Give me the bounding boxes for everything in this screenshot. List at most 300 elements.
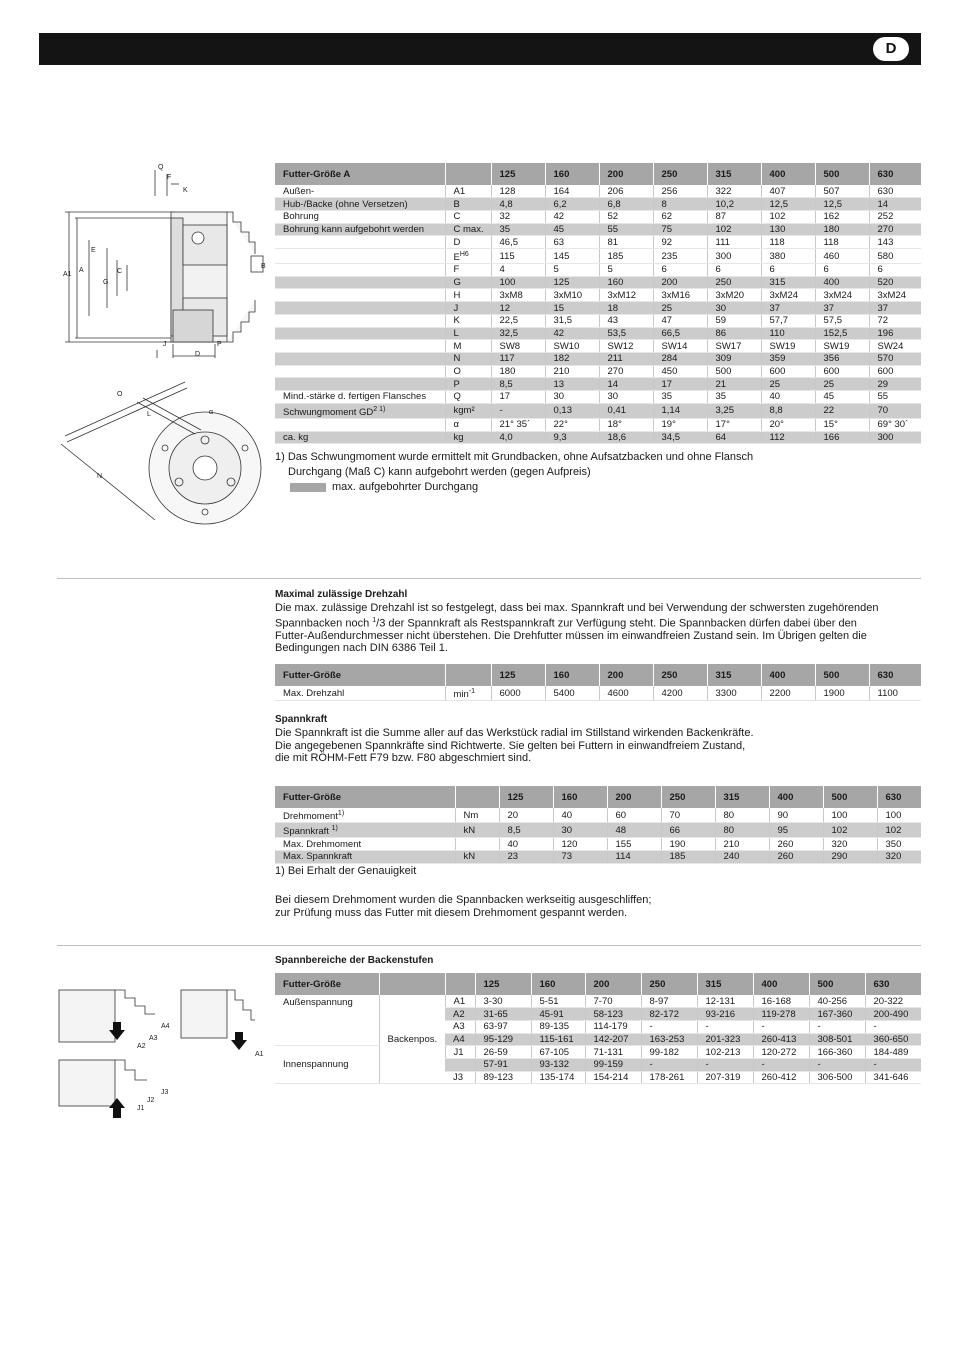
table-row bbox=[275, 327, 921, 340]
row-symbol: L bbox=[445, 327, 491, 340]
cell: 45 bbox=[545, 223, 599, 236]
cell: 306-500 bbox=[809, 1071, 865, 1084]
row-label bbox=[275, 236, 445, 249]
legend bbox=[290, 481, 478, 494]
cell: 95-129 bbox=[475, 1033, 531, 1046]
table-row bbox=[275, 1046, 921, 1059]
row-symbol: J bbox=[445, 302, 491, 315]
cell: 32 bbox=[491, 210, 545, 223]
cell: 450 bbox=[653, 365, 707, 378]
cell: 600 bbox=[761, 365, 815, 378]
cell: 57,5 bbox=[815, 314, 869, 327]
cell: 14 bbox=[599, 378, 653, 391]
cell: 250 bbox=[707, 276, 761, 289]
label-g: G bbox=[103, 279, 109, 286]
row-label: Max. Drehmoment bbox=[275, 838, 455, 851]
cell: 135-174 bbox=[531, 1071, 585, 1084]
cell: 119-278 bbox=[753, 1008, 809, 1021]
chuck-front-drawing bbox=[55, 370, 275, 535]
cell: 89-135 bbox=[531, 1020, 585, 1033]
cell: 5 bbox=[545, 264, 599, 277]
cell: - bbox=[641, 1058, 697, 1071]
cell: 18 bbox=[599, 302, 653, 315]
cell: 143 bbox=[869, 236, 921, 249]
spannkraft-table: Futter-Größe 125 160 200 250 315 400 500 630 Drehmoment$^{1)}$ Nm 20 40 60 70 80 90 100 100 Spannkraft $^{1)}$ kN 8,5 30 48 66 80 95 102 102 Max. Drehmoment 40 120 155 190 210 260 320 350 Max. Spannkraft kN 23 73 114 185 240 260 290 320 bbox=[275, 786, 921, 864]
cell: 252 bbox=[869, 210, 921, 223]
cell: 87 bbox=[707, 210, 761, 223]
row-label: Drehmoment$^{1)}$ bbox=[275, 808, 455, 823]
chuck-section-drawing bbox=[55, 160, 275, 365]
cell: 4,8 bbox=[491, 198, 545, 211]
row-symbol: O bbox=[445, 365, 491, 378]
drehzahl-text: Die max. zulässige Drehzahl ist so festgelegt, dass bei max. Spannkraft und bei Verwendung der schwersten zugehörenden Spannbacken noch $^1$/3 der Spannkraft als Restspannkraft zur Verfügung steht. Die Spannbacken dürfen dabei über den Futter-Außendurchmesser nicht überstehen. Die Drehfutter müssen im einwandfreien Zustand sein. Im Übrigen gelten die Bedingungen nach DIN 6386 Teil 1. bbox=[275, 602, 879, 655]
cell: 256 bbox=[653, 185, 707, 198]
row-label: Außen- bbox=[275, 185, 445, 198]
table-row bbox=[275, 340, 921, 353]
cell: 322 bbox=[707, 185, 761, 198]
row-unit: Nm bbox=[455, 808, 499, 823]
cell: 15 bbox=[545, 302, 599, 315]
cell: 290 bbox=[823, 851, 877, 864]
spannkraft-note: Bei diesem Drehmoment wurden die Spannbacken werkseitig ausgeschliffen; zur Prüfung muss das Futter mit diesem Drehmoment gespannt werden. bbox=[275, 894, 652, 919]
row-symbol: A1 bbox=[445, 185, 491, 198]
table-row bbox=[275, 431, 921, 444]
cell: 31-65 bbox=[475, 1008, 531, 1021]
cell: SW19 bbox=[761, 340, 815, 353]
row-unit bbox=[455, 838, 499, 851]
table-row bbox=[275, 210, 921, 223]
row-symbol: P bbox=[445, 378, 491, 391]
cell: 580 bbox=[869, 248, 921, 263]
row-label bbox=[275, 264, 445, 277]
cell: 270 bbox=[599, 365, 653, 378]
cell: - bbox=[809, 1020, 865, 1033]
cell: 14 bbox=[869, 198, 921, 211]
cell: - bbox=[641, 1020, 697, 1033]
cell: - bbox=[865, 1058, 921, 1071]
dimensions-table bbox=[275, 163, 921, 444]
cell: - bbox=[697, 1058, 753, 1071]
label-a1: A1 bbox=[63, 271, 72, 278]
label-p: P bbox=[217, 341, 222, 348]
language-badge: D bbox=[873, 37, 909, 61]
cell: 82-172 bbox=[641, 1008, 697, 1021]
cell: 6,2 bbox=[545, 198, 599, 211]
cell: 152,5 bbox=[815, 327, 869, 340]
cell: 114 bbox=[607, 851, 661, 864]
cell: 52 bbox=[599, 210, 653, 223]
row-label bbox=[275, 276, 445, 289]
cell: 35 bbox=[491, 223, 545, 236]
cell: 32,5 bbox=[491, 327, 545, 340]
label-a1-steps: A1 bbox=[255, 1051, 264, 1058]
size-header: 200 bbox=[599, 163, 653, 185]
row-label: Max. Spannkraft bbox=[275, 851, 455, 864]
cell: 100 bbox=[877, 808, 921, 823]
cell: 42 bbox=[545, 210, 599, 223]
table-row bbox=[275, 264, 921, 277]
cell: 102 bbox=[761, 210, 815, 223]
cell: 30 bbox=[707, 302, 761, 315]
cell: 6 bbox=[761, 264, 815, 277]
cell: 308-501 bbox=[809, 1033, 865, 1046]
row-symbol: Q bbox=[445, 390, 491, 403]
cell: 19° bbox=[653, 418, 707, 431]
cell: 57-91 bbox=[475, 1058, 531, 1071]
row-position: A3 bbox=[445, 1020, 475, 1033]
cell: 3xM20 bbox=[707, 289, 761, 302]
cell: 20-322 bbox=[865, 995, 921, 1008]
table-row: Max. Drehzahl $\min^{-1}$ 6000 5400 4600 4200 3300 2200 1900 1100 bbox=[275, 686, 921, 701]
cell: 284 bbox=[653, 352, 707, 365]
spannkraft-table-title: Futter-Größe bbox=[275, 786, 455, 808]
cell: SW19 bbox=[815, 340, 869, 353]
row-symbol: B bbox=[445, 198, 491, 211]
cell: 570 bbox=[869, 352, 921, 365]
cell: 3xM12 bbox=[599, 289, 653, 302]
cell: 320 bbox=[823, 838, 877, 851]
cell: 20 bbox=[499, 808, 553, 823]
cell: 20° bbox=[761, 418, 815, 431]
size-header: 250 bbox=[653, 163, 707, 185]
cell: 630 bbox=[869, 185, 921, 198]
cell: 67-105 bbox=[531, 1046, 585, 1059]
label-a4: A4 bbox=[161, 1023, 170, 1030]
row-unit: kN bbox=[455, 823, 499, 838]
row-position: A4 bbox=[445, 1033, 475, 1046]
cell: 180 bbox=[815, 223, 869, 236]
cell: 6 bbox=[869, 264, 921, 277]
cell: 4 bbox=[491, 264, 545, 277]
cell: 3xM24 bbox=[869, 289, 921, 302]
cell: 55 bbox=[599, 223, 653, 236]
size-header: 125 bbox=[491, 163, 545, 185]
cell: 507 bbox=[815, 185, 869, 198]
cell: 12-131 bbox=[697, 995, 753, 1008]
cell: 62 bbox=[653, 210, 707, 223]
cell: 69° 30´ bbox=[869, 418, 921, 431]
cell: 53,5 bbox=[599, 327, 653, 340]
cell: 359 bbox=[761, 352, 815, 365]
cell: 180 bbox=[491, 365, 545, 378]
row-symbol: α bbox=[445, 418, 491, 431]
cell: 196 bbox=[869, 327, 921, 340]
cell: 57,7 bbox=[761, 314, 815, 327]
drehzahl-table-title: Futter-Größe bbox=[275, 664, 445, 686]
drehzahl-table: Futter-Größe 125 160 200 250 315 400 500 630 Max. Drehzahl $\min^{-1}$ 6000 5400 4600 4200 3300 2200 1900 1100 bbox=[275, 664, 921, 701]
cell: 30 bbox=[545, 390, 599, 403]
cell: 70 bbox=[869, 403, 921, 418]
cell: 22,5 bbox=[491, 314, 545, 327]
table-row bbox=[275, 352, 921, 365]
label-a3: A3 bbox=[149, 1035, 158, 1042]
cell: 164 bbox=[545, 185, 599, 198]
cell: 40 bbox=[553, 808, 607, 823]
row-symbol: C bbox=[445, 210, 491, 223]
label-alpha: α bbox=[209, 409, 214, 416]
jaw-steps-drawing bbox=[55, 980, 270, 1120]
cell: 167-360 bbox=[809, 1008, 865, 1021]
cell: 13 bbox=[545, 378, 599, 391]
cell: 8,5 bbox=[499, 823, 553, 838]
label-a: A bbox=[79, 267, 84, 274]
row-label: Bohrung kann aufgebohrt werden bbox=[275, 223, 445, 236]
cell: 46,5 bbox=[491, 236, 545, 249]
cell: 163-253 bbox=[641, 1033, 697, 1046]
cell: 12 bbox=[491, 302, 545, 315]
cell: 10,2 bbox=[707, 198, 761, 211]
cell: 155 bbox=[607, 838, 661, 851]
cell: 102 bbox=[823, 823, 877, 838]
cell: 145 bbox=[545, 248, 599, 263]
cell: 71-131 bbox=[585, 1046, 641, 1059]
cell: 80 bbox=[715, 808, 769, 823]
cell: 73 bbox=[553, 851, 607, 864]
label-k: K bbox=[183, 187, 188, 194]
row-label bbox=[275, 248, 445, 263]
cell: 182 bbox=[545, 352, 599, 365]
spannkraft-footnote: 1) Bei Erhalt der Genauigkeit bbox=[275, 865, 417, 877]
cell: 12,5 bbox=[815, 198, 869, 211]
row-symbol: N bbox=[445, 352, 491, 365]
cell: 26-59 bbox=[475, 1046, 531, 1059]
cell: 120 bbox=[553, 838, 607, 851]
table-row bbox=[275, 185, 921, 198]
header-bar bbox=[39, 33, 921, 65]
row-label: ca. kg bbox=[275, 431, 445, 444]
table-row bbox=[275, 378, 921, 391]
row-symbol: G bbox=[445, 276, 491, 289]
cell: 130 bbox=[761, 223, 815, 236]
table-row bbox=[275, 418, 921, 431]
cell: - bbox=[697, 1020, 753, 1033]
cell: 260 bbox=[769, 838, 823, 851]
cell: 210 bbox=[545, 365, 599, 378]
cell: 80 bbox=[715, 823, 769, 838]
row-position: J1 bbox=[445, 1046, 475, 1059]
row-symbol: K bbox=[445, 314, 491, 327]
cell: 63 bbox=[545, 236, 599, 249]
cell: 92 bbox=[653, 236, 707, 249]
cell: 42 bbox=[545, 327, 599, 340]
cell: 22 bbox=[815, 403, 869, 418]
cell: 154-214 bbox=[585, 1071, 641, 1084]
cell: 23 bbox=[499, 851, 553, 864]
cell: 21° 35´ bbox=[491, 418, 545, 431]
cell: 320 bbox=[877, 851, 921, 864]
cell: 3xM24 bbox=[761, 289, 815, 302]
cell: 18,6 bbox=[599, 431, 653, 444]
cell: 270 bbox=[869, 223, 921, 236]
cell: 17 bbox=[491, 390, 545, 403]
cell: 43 bbox=[599, 314, 653, 327]
row-label bbox=[275, 378, 445, 391]
cell: 40 bbox=[499, 838, 553, 851]
cell: 128 bbox=[491, 185, 545, 198]
spannkraft-heading: Spannkraft bbox=[275, 714, 328, 725]
cell: 110 bbox=[761, 327, 815, 340]
label-j1: J1 bbox=[137, 1105, 145, 1112]
row-unit: kN bbox=[455, 851, 499, 864]
size-header: 160 bbox=[545, 163, 599, 185]
table-row bbox=[275, 403, 921, 418]
cell: 25 bbox=[761, 378, 815, 391]
cell: 45 bbox=[815, 390, 869, 403]
cell: 15° bbox=[815, 418, 869, 431]
cell: 37 bbox=[869, 302, 921, 315]
cell: 207-319 bbox=[697, 1071, 753, 1084]
cell: 40-256 bbox=[809, 995, 865, 1008]
cell: 22° bbox=[545, 418, 599, 431]
cell: 99-182 bbox=[641, 1046, 697, 1059]
cell: 30 bbox=[599, 390, 653, 403]
row-position: J3 bbox=[445, 1071, 475, 1084]
cell: 6 bbox=[815, 264, 869, 277]
cell: 185 bbox=[661, 851, 715, 864]
cell: 235 bbox=[653, 248, 707, 263]
cell: 6 bbox=[653, 264, 707, 277]
cell: 112 bbox=[761, 431, 815, 444]
cell: 64 bbox=[707, 431, 761, 444]
label-j: J bbox=[163, 341, 167, 348]
cell: 3xM10 bbox=[545, 289, 599, 302]
row-label bbox=[275, 289, 445, 302]
spannkraft-text: Die Spannkraft ist die Summe aller auf das Werkstück radial im Stillstand wirkenden Backenkräfte. Die angegebenen Spannkräfte sind Richtwerte. Sie gelten bei Futtern in einwandfreiem Zustand, die mit RÖHM-Fett F79 bzw. F80 abgeschmiert sind. bbox=[275, 727, 754, 765]
table-row bbox=[275, 302, 921, 315]
row-label: Bohrung bbox=[275, 210, 445, 223]
cell: 118 bbox=[761, 236, 815, 249]
cell: 300 bbox=[707, 248, 761, 263]
cell: - bbox=[865, 1020, 921, 1033]
cell: 3,25 bbox=[707, 403, 761, 418]
size-header: 500 bbox=[815, 163, 869, 185]
cell: 81 bbox=[599, 236, 653, 249]
label-c: C bbox=[117, 268, 123, 275]
cell: 95 bbox=[769, 823, 823, 838]
cell: 118 bbox=[815, 236, 869, 249]
label-o: O bbox=[117, 391, 123, 398]
cell: 93-132 bbox=[531, 1058, 585, 1071]
row-label bbox=[275, 418, 445, 431]
cell: 72 bbox=[869, 314, 921, 327]
table-row bbox=[275, 198, 921, 211]
cell: 309 bbox=[707, 352, 761, 365]
cell: 66 bbox=[661, 823, 715, 838]
size-header: 315 bbox=[707, 163, 761, 185]
row-symbol: kg bbox=[445, 431, 491, 444]
cell: 4,0 bbox=[491, 431, 545, 444]
cell: 9,3 bbox=[545, 431, 599, 444]
cell: - bbox=[491, 403, 545, 418]
cell: 60 bbox=[607, 808, 661, 823]
cell: 70 bbox=[661, 808, 715, 823]
cell: 93-216 bbox=[697, 1008, 753, 1021]
cell: 75 bbox=[653, 223, 707, 236]
cell: 89-123 bbox=[475, 1071, 531, 1084]
cell: 63-97 bbox=[475, 1020, 531, 1033]
cell: 0,13 bbox=[545, 403, 599, 418]
cell: 66,5 bbox=[653, 327, 707, 340]
cell: - bbox=[753, 1058, 809, 1071]
cell: 90 bbox=[769, 808, 823, 823]
row-label bbox=[275, 365, 445, 378]
cell: 0,41 bbox=[599, 403, 653, 418]
cell: 120-272 bbox=[753, 1046, 809, 1059]
cell: 190 bbox=[661, 838, 715, 851]
table-row bbox=[275, 838, 921, 851]
cell: 211 bbox=[599, 352, 653, 365]
label-f: F bbox=[167, 174, 172, 181]
cell: 7-70 bbox=[585, 995, 641, 1008]
row-label bbox=[275, 352, 445, 365]
cell: 99-159 bbox=[585, 1058, 641, 1071]
row-label: Hub-/Backe (ohne Versetzen) bbox=[275, 198, 445, 211]
cell: 341-646 bbox=[865, 1071, 921, 1084]
cell: SW12 bbox=[599, 340, 653, 353]
group-inner: Innenspannung bbox=[275, 1046, 379, 1084]
cell: 35 bbox=[653, 390, 707, 403]
cell: 115 bbox=[491, 248, 545, 263]
cell: 520 bbox=[869, 276, 921, 289]
row-label bbox=[275, 314, 445, 327]
row-symbol: M bbox=[445, 340, 491, 353]
cell: 315 bbox=[761, 276, 815, 289]
table1-title: Futter-Größe A bbox=[275, 163, 445, 185]
row-label bbox=[275, 327, 445, 340]
cell: 47 bbox=[653, 314, 707, 327]
row-symbol: C max. bbox=[445, 223, 491, 236]
footnote-schwungmoment: 1) Das Schwungmoment wurde ermittelt mit Grundbacken, ohne Aufsatzbacken und ohne Flansch bbox=[275, 451, 754, 463]
divider bbox=[57, 578, 921, 579]
cell: 25 bbox=[815, 378, 869, 391]
cell: 17° bbox=[707, 418, 761, 431]
cell: SW24 bbox=[869, 340, 921, 353]
cell: 206 bbox=[599, 185, 653, 198]
table-row bbox=[275, 390, 921, 403]
table-row bbox=[275, 248, 921, 263]
cell: 12,5 bbox=[761, 198, 815, 211]
cell: 400 bbox=[815, 276, 869, 289]
cell: 25 bbox=[653, 302, 707, 315]
table-row bbox=[275, 314, 921, 327]
table-row bbox=[275, 276, 921, 289]
group-outer: Außenspannung bbox=[275, 995, 379, 1046]
cell: 48 bbox=[607, 823, 661, 838]
cell: 460 bbox=[815, 248, 869, 263]
cell: 3-30 bbox=[475, 995, 531, 1008]
cell: 5-51 bbox=[531, 995, 585, 1008]
footnote-durchgang: Durchgang (Maß C) kann aufgebohrt werden (gegen Aufpreis) bbox=[288, 466, 591, 478]
row-position: A1 bbox=[445, 995, 475, 1008]
row-position bbox=[445, 1058, 475, 1071]
cell: 260 bbox=[769, 851, 823, 864]
size-header: 630 bbox=[869, 163, 921, 185]
cell: 600 bbox=[815, 365, 869, 378]
row-symbol: D bbox=[445, 236, 491, 249]
cell: 160 bbox=[599, 276, 653, 289]
cell: 210 bbox=[715, 838, 769, 851]
row-label bbox=[275, 302, 445, 315]
cell: 178-261 bbox=[641, 1071, 697, 1084]
cell: 6,8 bbox=[599, 198, 653, 211]
cell: 16-168 bbox=[753, 995, 809, 1008]
cell: 58-123 bbox=[585, 1008, 641, 1021]
cell: 407 bbox=[761, 185, 815, 198]
cell: 6 bbox=[707, 264, 761, 277]
cell: SW17 bbox=[707, 340, 761, 353]
cell: 184-489 bbox=[865, 1046, 921, 1059]
cell: 3xM16 bbox=[653, 289, 707, 302]
